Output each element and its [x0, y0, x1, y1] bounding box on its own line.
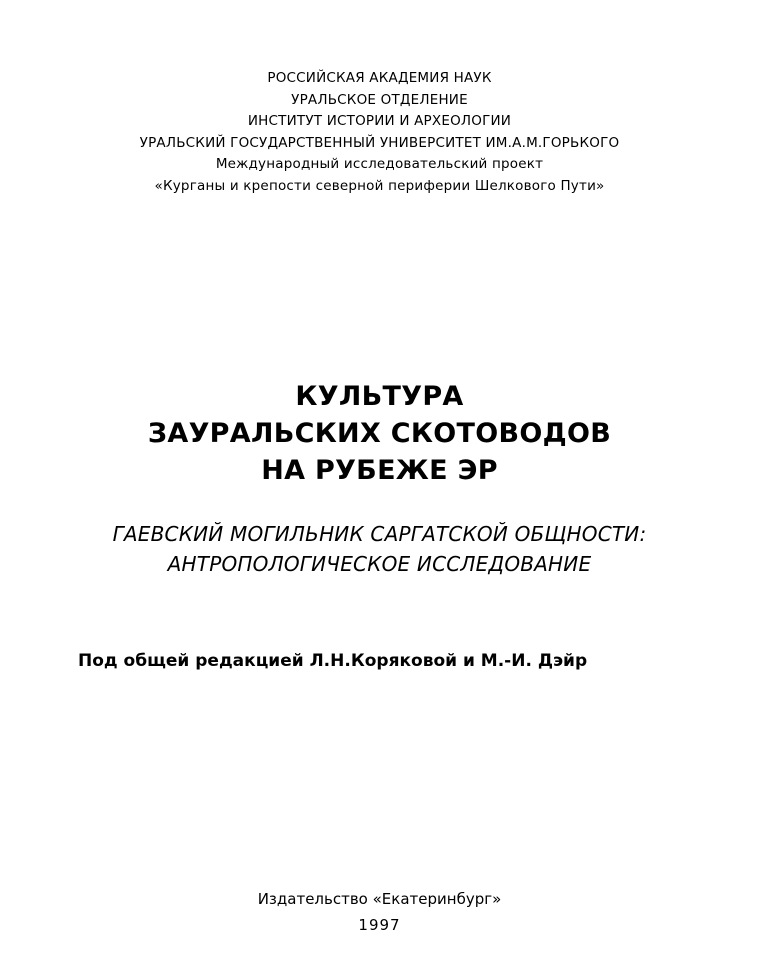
subtitle-line: ГАЕВСКИЙ МОГИЛЬНИК САРГАТСКОЙ ОБЩНОСТИ:	[112, 522, 647, 546]
subtitle-line: АНТРОПОЛОГИЧЕСКОЕ ИССЛЕДОВАНИЕ	[167, 552, 592, 576]
publisher: Издательство «Екатеринбург»	[257, 890, 502, 908]
branch-name: УРАЛЬСКОЕ ОТДЕЛЕНИЕ	[291, 91, 468, 108]
title-line: КУЛЬТУРА	[295, 381, 464, 412]
editors-line: Под общей редакцией Л.Н.Коряковой и М.-И. Дэйр	[78, 651, 588, 671]
academy-name: РОССИЙСКАЯ АКАДЕМИЯ НАУК	[267, 70, 492, 86]
book-title	[0, 378, 759, 489]
university-name: УРАЛЬСКИЙ ГОСУДАРСТВЕННЫЙ УНИВЕРСИТЕТ ИМ.А.М.ГОРЬКОГО	[139, 134, 620, 151]
project-label: Международный исследовательский проект	[215, 156, 544, 173]
publication-year: 1997	[358, 916, 401, 934]
project-name: «Курганы и крепости северной периферии Шелкового Пути»	[154, 177, 605, 194]
title-line: ЗАУРАЛЬСКИХ СКОТОВОДОВ	[147, 418, 612, 449]
book-subtitle	[0, 519, 759, 579]
imprint	[0, 886, 759, 938]
title-line: НА РУБЕЖЕ ЭР	[261, 455, 498, 486]
institute-name: ИНСТИТУТ ИСТОРИИ И АРХЕОЛОГИИ	[247, 113, 512, 130]
institution-header	[0, 68, 759, 198]
